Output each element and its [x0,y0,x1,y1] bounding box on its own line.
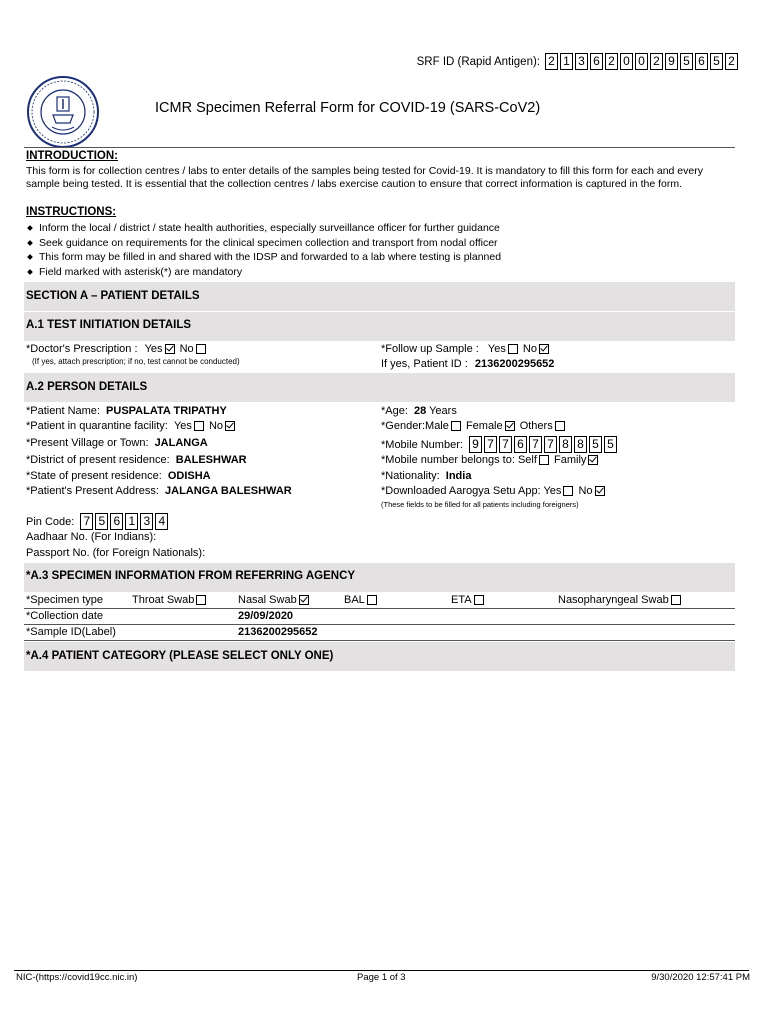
mobile-digit-box: 7 [499,436,512,453]
pin-code [26,513,168,530]
sample-id-label: *Sample ID(Label) [26,626,116,638]
quarantine-yes-checkbox[interactable] [194,421,204,431]
a3-heading: *A.3 SPECIMEN INFORMATION FROM REFERRING AGENCY [26,570,356,582]
village [26,437,208,449]
row-divider [24,640,735,641]
row-divider [24,608,735,609]
pin-digit-box: 1 [125,513,138,530]
throat-swab-checkbox[interactable] [196,595,206,605]
gender-male-checkbox[interactable] [451,421,461,431]
patient-id-value: 2136200295652 [474,358,555,370]
mobile-digit-box: 5 [589,436,602,453]
gender [381,420,567,432]
belongs-self-checkbox[interactable] [539,455,549,465]
nasal-swab-label: Nasal Swab [238,594,297,606]
foreign-note: (These fields to be filled for all patients including foreigners) [381,500,579,509]
instruction-item: Seek guidance on requirements for the clinical specimen collection and transport from nodal officer [24,236,501,251]
district [26,454,247,466]
nationality-label: *Nationality: [381,470,440,482]
a3-bar [24,563,735,592]
yes-label: Yes [487,343,506,355]
pin-boxes [78,513,168,530]
section-a-bar [24,282,735,311]
srf-digit-box: 2 [545,53,558,70]
collection-date-value: 29/09/2020 [238,610,294,622]
gender-others-checkbox[interactable] [555,421,565,431]
a4-bar [24,642,735,671]
doctor-prescription-label: *Doctor's Prescription : [26,343,138,355]
patient-id [381,358,554,370]
srf-digit-box: 1 [560,53,573,70]
srf-digit-box: 2 [650,53,663,70]
patient-name [26,405,227,417]
a2-heading: A.2 PERSON DETAILS [26,381,148,393]
age-unit: Years [429,405,457,417]
doctor-yes-checkbox[interactable] [165,344,175,354]
eta [451,594,486,606]
followup-no-checkbox[interactable] [539,344,549,354]
srf-digit-box: 6 [695,53,708,70]
no-label: No [179,343,194,355]
mobile-label: *Mobile Number: [381,438,463,451]
age-value: 28 [413,405,427,417]
bal [344,594,379,606]
instruction-item: Field marked with asterisk(*) are mandatory [24,265,501,280]
village-label: *Present Village or Town: [26,437,149,449]
naso-checkbox[interactable] [671,595,681,605]
belongs-family-checkbox[interactable] [588,455,598,465]
state [26,470,211,482]
mobile-digit-box: 7 [484,436,497,453]
no-label: No [578,485,593,497]
mobile-digit-box: 8 [574,436,587,453]
nasal-swab-checkbox[interactable] [299,595,309,605]
srf-digit-box: 9 [665,53,678,70]
srf-digit-box: 3 [575,53,588,70]
followup-yes-checkbox[interactable] [508,344,518,354]
instruction-item: This form may be filled in and shared with the IDSP and forwarded to a lab where testing is planned [24,250,501,265]
gender-others-label: Others [519,420,553,432]
a4-heading: *A.4 PATIENT CATEGORY (PLEASE SELECT ONLY ONE) [26,650,334,662]
specimen-type-row [26,594,735,608]
district-label: *District of present residence: [26,454,170,466]
srf-digit-box: 6 [590,53,603,70]
eta-label: ETA [451,594,472,606]
doctor-note: (If yes, attach prescription; if no, test cannot be conducted) [32,357,240,366]
quarantine-label: *Patient in quarantine facility: [26,420,168,432]
patient-name-label: *Patient Name: [26,405,100,417]
collection-date-label: *Collection date [26,610,104,622]
srf-digit-box: 2 [725,53,738,70]
address-label: *Patient's Present Address: [26,485,159,497]
mobile-belongs [381,454,600,466]
nasopharyngeal-swab [558,594,683,606]
srf-digit-box: 2 [605,53,618,70]
mobile-digit-box: 7 [529,436,542,453]
footer-timestamp: 9/30/2020 12:57:41 PM [651,972,750,983]
icmr-logo [26,75,100,149]
doctor-prescription [26,343,208,355]
bal-label: BAL [344,594,365,606]
aarogya-yes-label: *Downloaded Aarogya Setu App: Yes [381,485,562,497]
followup-sample [381,343,551,355]
belongs-family-label: Family [554,454,587,466]
footer-divider [14,970,749,971]
pin-digit-box: 7 [80,513,93,530]
yes-label: Yes [173,420,192,432]
srf-id-boxes [543,53,738,70]
intro-heading: INTRODUCTION: [26,150,118,162]
patient-name-value: PUSPALATA TRIPATHY [106,405,227,417]
instructions-heading: INSTRUCTIONS: [26,206,117,218]
section-a-heading: SECTION A – PATIENT DETAILS [26,290,200,302]
throat-swab-label: Throat Swab [132,594,195,606]
mobile-number [381,436,617,453]
gender-female-label: Female [465,420,503,432]
village-value: JALANGA [154,437,208,449]
throat-swab [132,594,208,606]
instruction-item: Inform the local / district / state health authorities, especially surveillance officer for further guidance [24,221,501,236]
row-divider [24,624,735,625]
nasal-swab [238,594,311,606]
sample-id-value: 2136200295652 [238,626,318,638]
mobile-digit-box: 8 [559,436,572,453]
srf-digit-box: 5 [710,53,723,70]
yes-label: Yes [144,343,163,355]
instructions-list [24,221,501,279]
pin-digit-box: 4 [155,513,168,530]
a1-heading: A.1 TEST INITIATION DETAILS [26,319,192,331]
aarogya-setu [381,485,607,497]
state-label: *State of present residence: [26,470,162,482]
aarogya-no-checkbox[interactable] [595,486,605,496]
age-label: *Age: [381,405,408,417]
district-value: BALESHWAR [175,454,247,466]
address-value: JALANGA BALESHWAR [165,485,292,497]
followup-label: *Follow up Sample : [381,343,479,355]
collection-date-row [26,610,735,624]
aadhaar: Aadhaar No. (For Indians): [26,531,157,543]
doctor-no-checkbox[interactable] [196,344,206,354]
pin-digit-box: 3 [140,513,153,530]
gender-female-checkbox[interactable] [505,421,515,431]
title-divider [24,147,735,148]
mobile-digit-box: 5 [604,436,617,453]
mobile-digit-box: 7 [544,436,557,453]
mobile-digit-box: 9 [469,436,482,453]
intro-text: This form is for collection centres / labs to enter details of the samples being tested for Covid-19. It is mandatory to fill this form for each and every sample being tested. It is essential that the collection centres / labs exercise caution to ensure that correct information is captured in the form. [26,165,703,190]
a1-bar [24,312,735,341]
bal-checkbox[interactable] [367,595,377,605]
nationality-value: India [445,470,472,482]
age [381,405,457,417]
a2-bar [24,373,735,402]
srf-digit-box: 0 [620,53,633,70]
quarantine [26,420,237,432]
srf-digit-box: 0 [635,53,648,70]
no-label: No [208,420,224,432]
footer-page: Page 1 of 3 [357,972,406,983]
mobile-boxes [467,436,617,453]
aarogya-yes-checkbox[interactable] [563,486,573,496]
pin-label: Pin Code: [26,515,75,528]
passport: Passport No. (for Foreign Nationals): [26,547,206,559]
pin-digit-box: 5 [95,513,108,530]
gender-male-label: *Gender:Male [381,420,449,432]
naso-label: Nasopharyngeal Swab [558,594,669,606]
belongs-self-label: *Mobile number belongs to: Self [381,454,537,466]
no-label: No [522,343,537,355]
patient-id-label: If yes, Patient ID : [381,358,468,370]
srf-id-label: SRF ID (Rapid Antigen): [416,55,540,68]
form-title: ICMR Specimen Referral Form for COVID-19 (SARS-CoV2) [155,100,541,116]
pin-digit-box: 6 [110,513,123,530]
specimen-type-label: *Specimen type [26,594,104,606]
srf-digit-box: 5 [680,53,693,70]
address [26,485,292,497]
srf-id [417,53,738,70]
eta-checkbox[interactable] [474,595,484,605]
footer-source: NIC-(https://covid19cc.nic.in) [16,972,138,983]
sample-id-row [26,626,735,640]
mobile-digit-box: 6 [514,436,527,453]
nationality [381,470,471,482]
state-value: ODISHA [167,470,211,482]
quarantine-no-checkbox[interactable] [225,421,235,431]
